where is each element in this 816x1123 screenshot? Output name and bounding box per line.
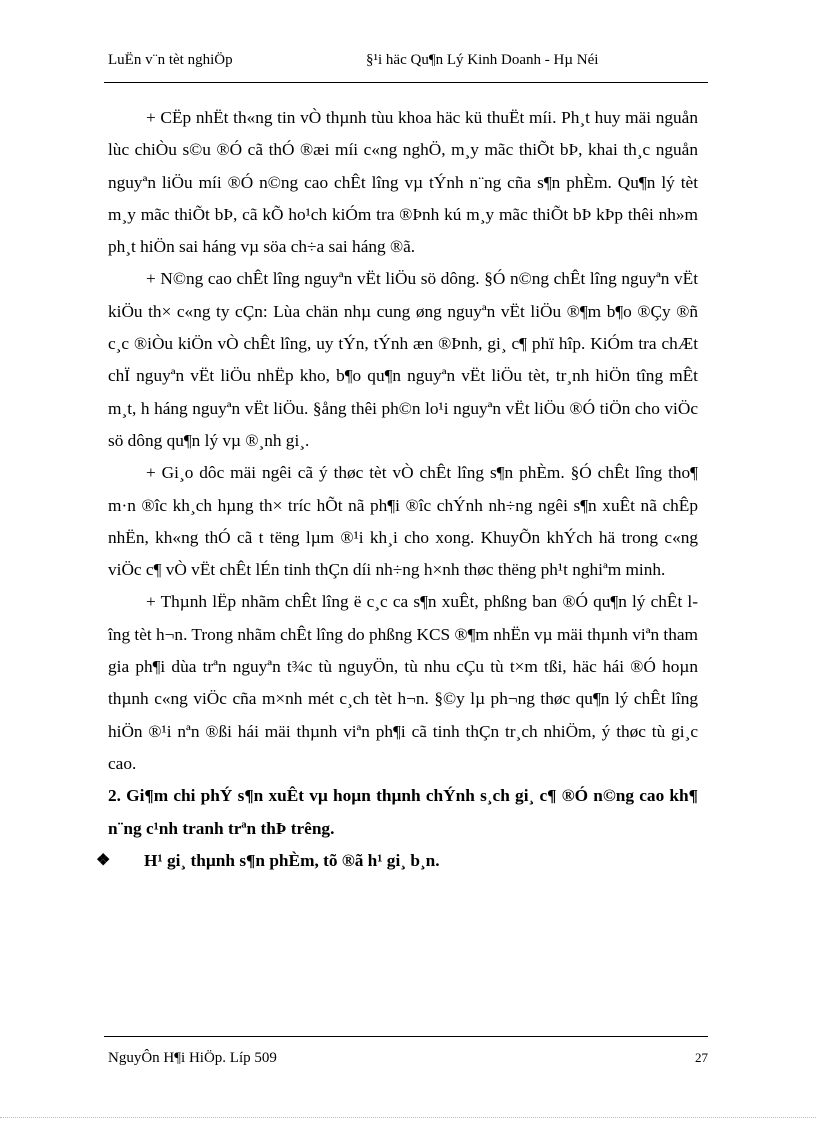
footer-author: NguyÔn H¶i HiÖp. Líp 509 (108, 1050, 277, 1066)
header-thesis-label: LuËn v¨n tèt nghiÖp (108, 52, 233, 68)
bullet-text: H¹ gi¸ thµnh s¶n phÈm, tõ ®ã h¹ gi¸ b¸n. (144, 850, 440, 870)
footer-divider (104, 1036, 708, 1037)
diamond-bullet-icon: ❖ (96, 851, 111, 869)
bullet-item (96, 845, 698, 879)
page-header (108, 52, 708, 74)
page-bottom-edge (0, 1117, 816, 1118)
header-divider (104, 82, 708, 83)
paragraph-quality-groups: + Thµnh lËp nhãm chÊt lîng ë c¸c ca s¶n xuÊt, phßng ban ®Ó qu¶n lý chÊt lîng tèt h¬n. Trong nhãm chÊt lîng do phßng KCS ®¶m nhËn vµ mäi thµnh viªn tham gia ph¶i dùa trªn nguyªn t¾c tù nguyÖn, tù nhu cÇu tù t×m tßi, häc hái ®Ó hoµn thµnh c«ng viÖc cña m×nh mét c¸ch tèt h¬n. §©y lµ ph¬ng thøc qu¶n lý chÊt lîng hiÖn ®¹i nªn ®ßi hái mäi thµnh viªn ph¶i cã tinh thÇn tr¸ch nhiÖm, ý thøc tù gi¸c cao. (108, 592, 698, 773)
paragraph-materials: + N©ng cao chÊt lîng nguyªn vËt liÖu sö dông. §Ó n©ng chÊt lîng nguyªn vËt kiÖu th× c«ng ty cÇn: Lùa chän nhµ cung øng nguyªn vËt liÖu ®¶m b¶o ®Çy ®ñ c¸c ®iÒu kiÖn vÒ chÊt lîng, uy tÝn, tÝnh æn ®Þnh, gi¸ c¶ phï hîp. KiÓm tra chÆt chÏ nguyªn vËt liÖu nhËp kho, b¶o qu¶n nguyªn vËt liÖu tèt, tr¸nh hiÖn tîng mÊt m¸t, h háng nguyªn vËt liÖu. §ång thêi ph©n lo¹i nguyªn vËt liÖu ®Ó tiÖn cho viÖc sö dông qu¶n lý vµ ®¸nh gi¸. (108, 269, 698, 450)
paragraph-education: + Gi¸o dôc mäi ngêi cã ý thøc tèt vÒ chÊt lîng s¶n phÈm. §Ó chÊt lîng tho¶ m·n ®îc kh¸ch hµng th× tríc hÕt nã ph¶i ®îc chÝnh nh÷ng ngêi s¶n xuÊt nã chÊp nhËn, kh«ng thÓ cã t tëng lµm ®¹i kh¸i cho xong. KhuyÕn khÝch hä trong c«ng viÖc c¶ vÒ vËt chÊt lÉn tinh thÇn díi nh÷ng h×nh thøc thëng ph¹t nghiªm minh. (108, 463, 698, 580)
page-number: 27 (695, 1050, 708, 1065)
paragraph-technology: + CËp nhËt th«ng tin vÒ thµnh tùu khoa häc kü thuËt míi. Ph¸t huy mäi nguån lùc chiÒu s©u ®Ó cã thÓ ®æi míi c«ng nghÖ, m¸y mãc thiÕt bÞ, khai th¸c nguån nguyªn liÖu míi ®Ó n©ng cao chÊt lîng vµ tÝnh n¨ng cña s¶n phÈm. Qu¶n lý tèt m¸y mãc thiÕt bÞ, cã kÕ ho¹ch kiÓm tra ®Þnh kú m¸y mãc thiÕt bÞ kÞp thêi nh»m ph¸t hiÖn sai háng vµ söa ch÷a sai háng ®ã. (108, 108, 698, 257)
document-body (96, 102, 698, 879)
section-heading: 2. Gi¶m chi phÝ s¶n xuÊt vµ hoµn thµnh chÝnh s¸ch gi¸ c¶ ®Ó n©ng cao kh¶ n¨ng c¹nh tranh trªn thÞ trêng. (108, 786, 698, 838)
page-footer (108, 1050, 708, 1072)
header-university-name: §¹i häc Qu¶n Lý Kinh Doanh - Hµ Néi (366, 52, 599, 68)
